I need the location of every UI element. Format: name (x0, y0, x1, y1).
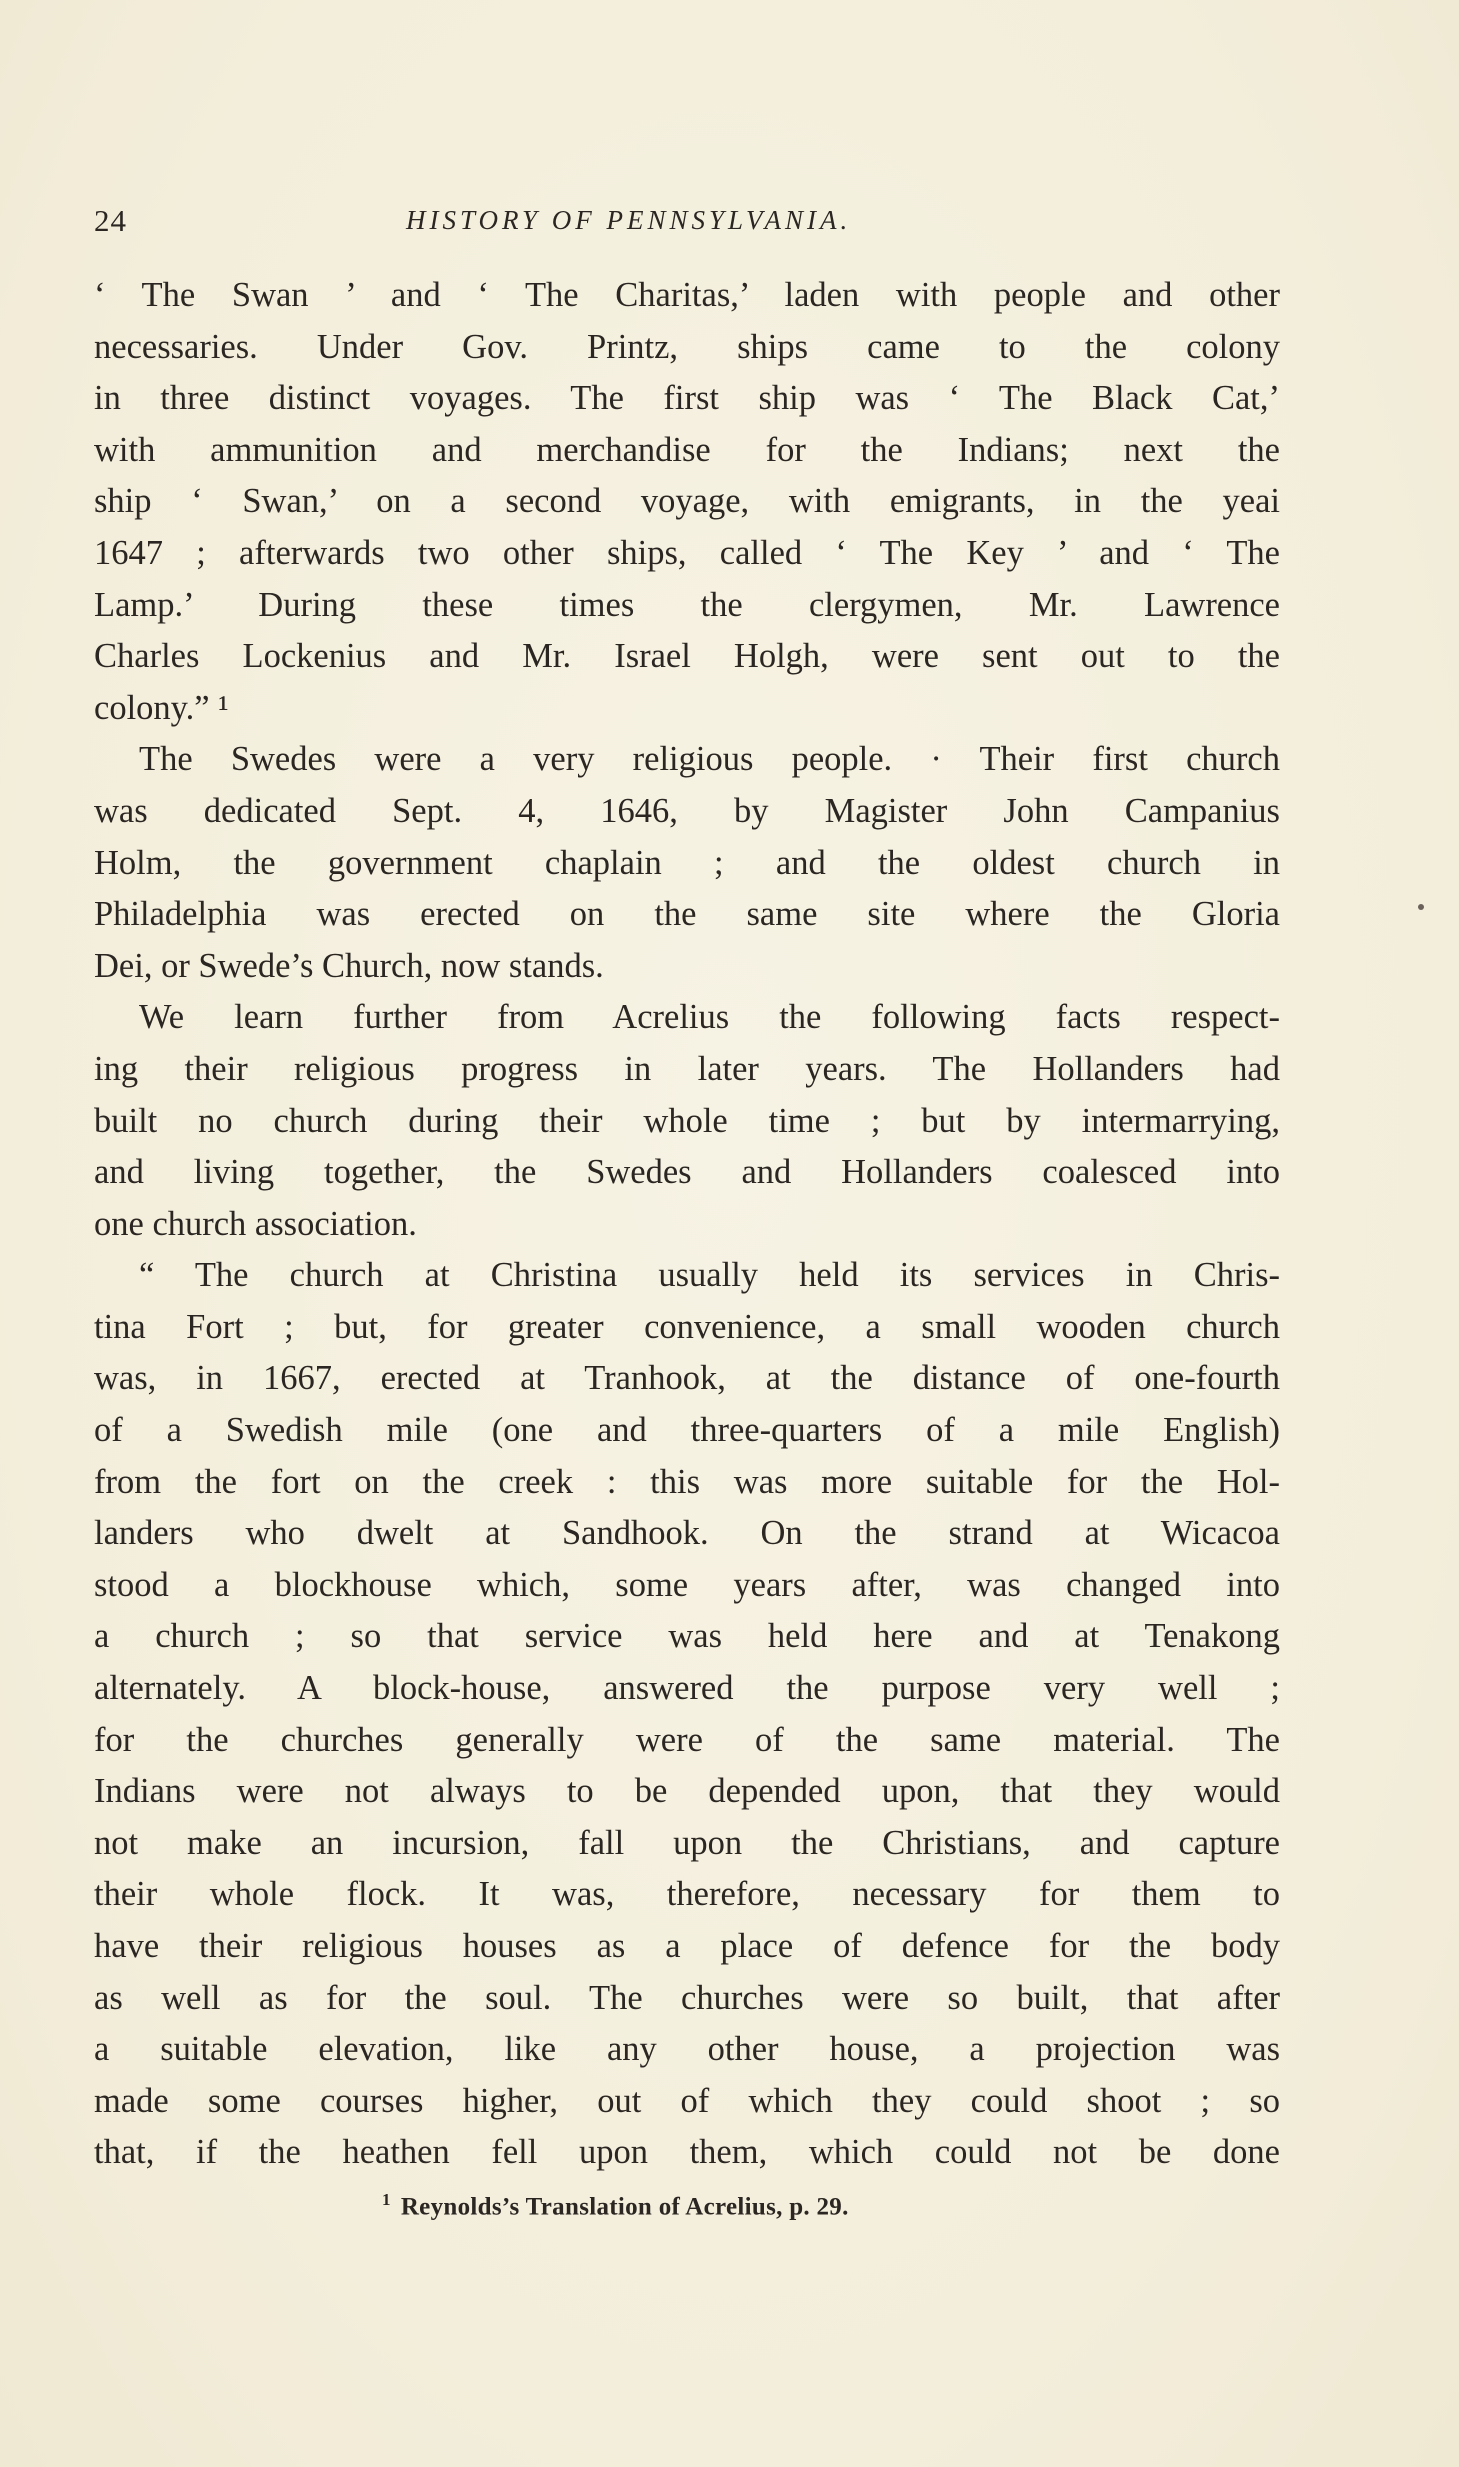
text-line: and living together, the Swedes and Hollanders coalesced into (94, 1153, 1280, 1192)
text-line: that, if the heathen fell upon them, which could not be done (94, 2133, 1280, 2172)
running-title: HISTORY OF PENNSYLVANIA. (406, 205, 852, 235)
text-line: The Swedes were a very religious people. · Their first church (139, 740, 1280, 779)
ink-speck (1418, 904, 1424, 910)
text-line: with ammunition and merchandise for the Indians; next the (94, 430, 1280, 469)
text-line: stood a blockhouse which, some years after, was changed into (94, 1565, 1280, 1604)
text-line: Holm, the government chaplain ; and the oldest church in (94, 843, 1280, 882)
text-line: from the fort on the creek : this was more suitable for the Hol- (94, 1462, 1280, 1501)
text-line: necessaries. Under Gov. Printz, ships came to the colony (94, 327, 1280, 366)
text-line: one church association. (94, 1204, 417, 1243)
text-line: made some courses higher, out of which they could shoot ; so (94, 2081, 1280, 2120)
text-line: ‘ The Swan ’ and ‘ The Charitas,’ laden with people and other (94, 276, 1280, 314)
text-line: landers who dwelt at Sandhook. On the strand at Wicacoa (94, 1514, 1280, 1553)
text-line: have their religious houses as a place of defence for the body (94, 1927, 1280, 1965)
text-line: tina Fort ; but, for greater convenience, a small wooden church (94, 1307, 1280, 1346)
text-line: in three distinct voyages. The first ship was ‘ The Black Cat,’ (94, 379, 1280, 418)
text-line: for the churches generally were of the same material. The (94, 1720, 1280, 1759)
footnote-marker: 1 (382, 2190, 391, 2209)
text-line: Charles Lockenius and Mr. Israel Holgh, were sent out to the (94, 637, 1280, 676)
footnote (382, 2190, 849, 2221)
text-line: Philadelphia was erected on the same site where the Gloria (94, 895, 1280, 934)
text-line: Lamp.’ During these times the clergymen, Mr. Lawrence (94, 585, 1280, 624)
body-text (94, 270, 1280, 2179)
text-line: a suitable elevation, like any other house, a projection was (94, 2030, 1280, 2069)
text-line: a church ; so that service was held here and at Tenakong (94, 1617, 1280, 1656)
footnote-text: Reynolds’s Translation of Acrelius, p. 29. (400, 2193, 849, 2221)
text-line: alternately. A block-house, answered the purpose very well ; (94, 1669, 1280, 1708)
text-line: as well as for the soul. The churches were so built, that after (94, 1978, 1280, 2017)
text-line: 1647 ; afterwards two other ships, called ‘ The Key ’ and ‘ The (94, 533, 1280, 572)
text-line: colony.” ¹ (94, 688, 229, 727)
text-line: Dei, or Swede’s Church, now stands. (94, 946, 604, 985)
text-line: “ The church at Christina usually held its services in Chris- (139, 1256, 1280, 1295)
text-line: not make an incursion, fall upon the Christians, and capture (94, 1823, 1280, 1862)
page-header (94, 203, 1284, 251)
text-line: built no church during their whole time ; but by intermarrying, (94, 1101, 1280, 1140)
text-line: ship ‘ Swan,’ on a second voyage, with emigrants, in the yeai (94, 482, 1280, 521)
page-number: 24 (94, 203, 127, 238)
text-line: Indians were not always to be depended upon, that they would (94, 1772, 1280, 1811)
text-line: We learn further from Acrelius the following facts respect- (139, 998, 1280, 1037)
text-line: ing their religious progress in later years. The Hollanders had (94, 1049, 1280, 1088)
text-line: their whole flock. It was, therefore, necessary for them to (94, 1875, 1280, 1914)
text-line: was, in 1667, erected at Tranhook, at the distance of one-fourth (94, 1359, 1280, 1398)
text-line: was dedicated Sept. 4, 1646, by Magister John Campanius (94, 791, 1280, 830)
text-line: of a Swedish mile (one and three-quarters of a mile English) (94, 1411, 1280, 1450)
